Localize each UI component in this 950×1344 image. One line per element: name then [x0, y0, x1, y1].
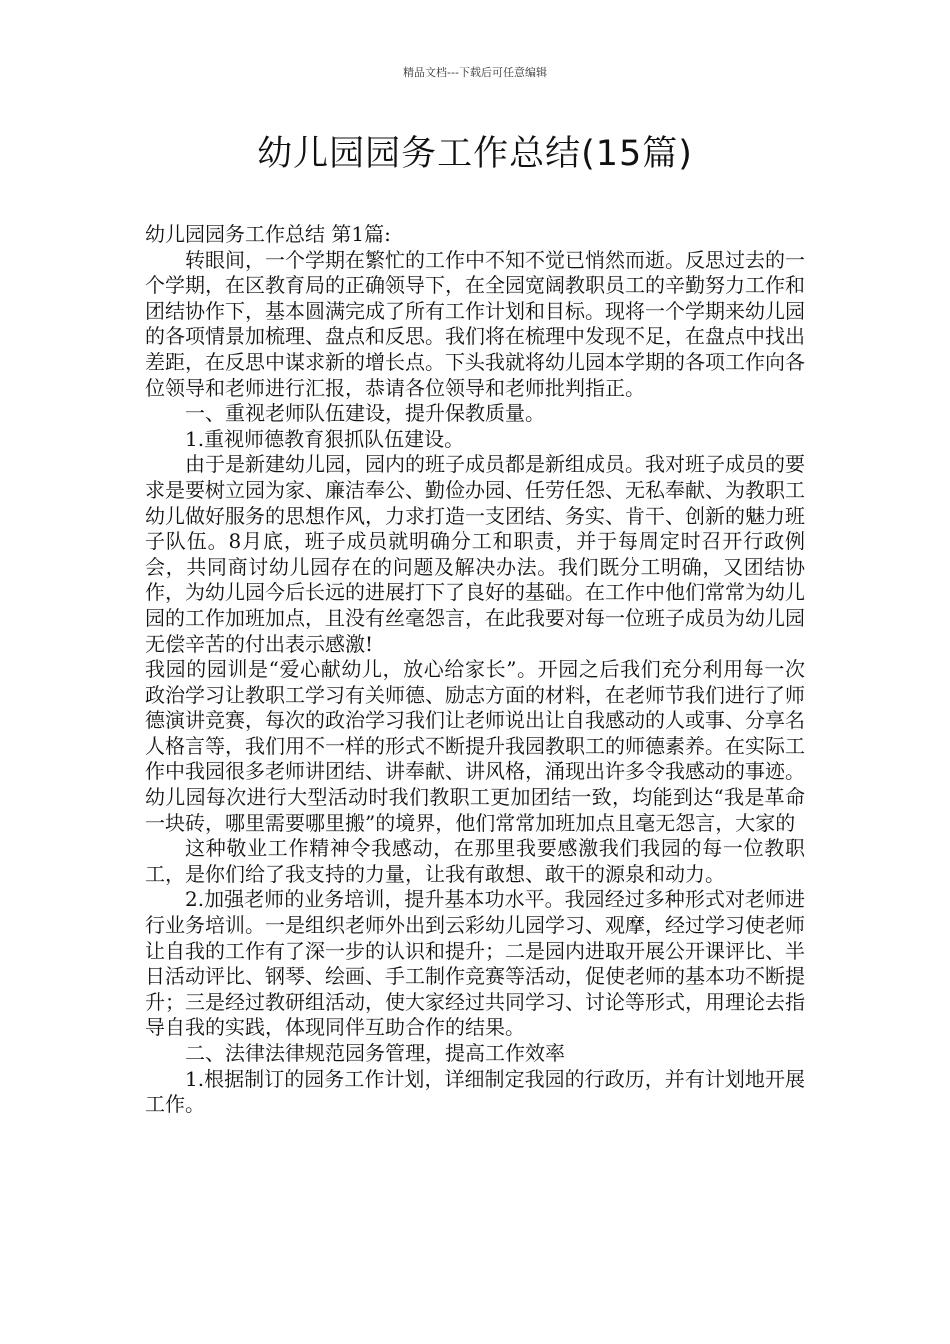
paragraph: 我园的园训是“爱心献幼儿，放心给家长”。开园之后我们充分利用每一次政治学习让教职工学习有关师德、励志方面的材料，在老师节我们进行了师德演讲竞赛，每次的政治学习我们让老师说出让自我感动的人或事、分享名人格言等，我们用不一样的形式不断提升我园教职工的师德素养。在实际工作中我园很多老师讲团结、讲奉献、讲风格，涌现出许多令我感动的事迹。幼儿园每次进行大型活动时我们教职工更加团结一致，均能到达“我是革命一块砖，哪里需要哪里搬”的境界，他们常常加班加点且毫无怨言，大家的: [145, 657, 805, 835]
paragraph: 这种敬业工作精神令我感动，在那里我要感激我们我园的每一位教职工，是你们给了我支持的力量，让我有敢想、敢干的源泉和动力。: [145, 836, 805, 886]
paragraph: 转眼间，一个学期在繁忙的工作中不知不觉已悄然而逝。反思过去的一个学期，在区教育局的正确领导下，在全园宽阔教职员工的辛勤努力工作和团结协作下，基本圆满完成了所有工作计划和目标。现将一个学期来幼儿园的各项情景加梳理、盘点和反思。我们将在梳理中发现不足，在盘点中找出差距，在反思中谋求新的增长点。下头我就将幼儿园本学期的各项工作向各位领导和老师进行汇报，恭请各位领导和老师批判指正。: [145, 247, 805, 400]
paragraph: 2.加强老师的业务培训，提升基本功水平。我园经过多种形式对老师进行业务培训。一是组织老师外出到云彩幼儿园学习、观摩，经过学习使老师让自我的工作有了深一步的认识和提升；二是园内进取开展公开课评比、半日活动评比、钢琴、绘画、手工制作竞赛等活动，促使老师的基本功不断提升；三是经过教研组活动，使大家经过共同学习、讨论等形式，用理论去指导自我的实践，体现同伴互助合作的结果。: [145, 887, 805, 1040]
section-heading: 幼儿园园务工作总结 第1篇:: [145, 222, 391, 246]
paragraph: 二、法律法律规范园务管理，提高工作效率: [185, 1041, 565, 1065]
paragraph: 由于是新建幼儿园，园内的班子成员都是新组成员。我对班子成员的要求是要树立园为家、廉洁奉公、勤俭办园、任劳任怨、无私奉献、为教职工幼儿做好服务的思想作风，力求打造一支团结、务实、肯干、创新的魅力班子队伍。8月底，班子成员就明确分工和职责，并于每周定时召开行政例会，共同商讨幼儿园存在的问题及解决办法。我们既分工明确，又团结协作，为幼儿园今后长远的进展打下了良好的基础。在工作中他们常常为幼儿园的工作加班加点，且没有丝毫怨言，在此我要对每一位班子成员为幼儿园无偿辛苦的付出表示感激!: [145, 452, 805, 656]
paragraph: 1.根据制订的园务工作计划，详细制定我园的行政历，并有计划地开展工作。: [145, 1066, 805, 1117]
header-note: 精品文档---下载后可任意编辑: [403, 66, 547, 79]
paragraph: 1.重视师德教育狠抓队伍建设。: [185, 426, 465, 451]
document-body: [145, 222, 805, 1118]
document-title: 幼儿园园务工作总结(15篇): [257, 134, 693, 174]
paragraph: 一、重视老师队伍建设，提升保教质量。: [185, 401, 545, 426]
